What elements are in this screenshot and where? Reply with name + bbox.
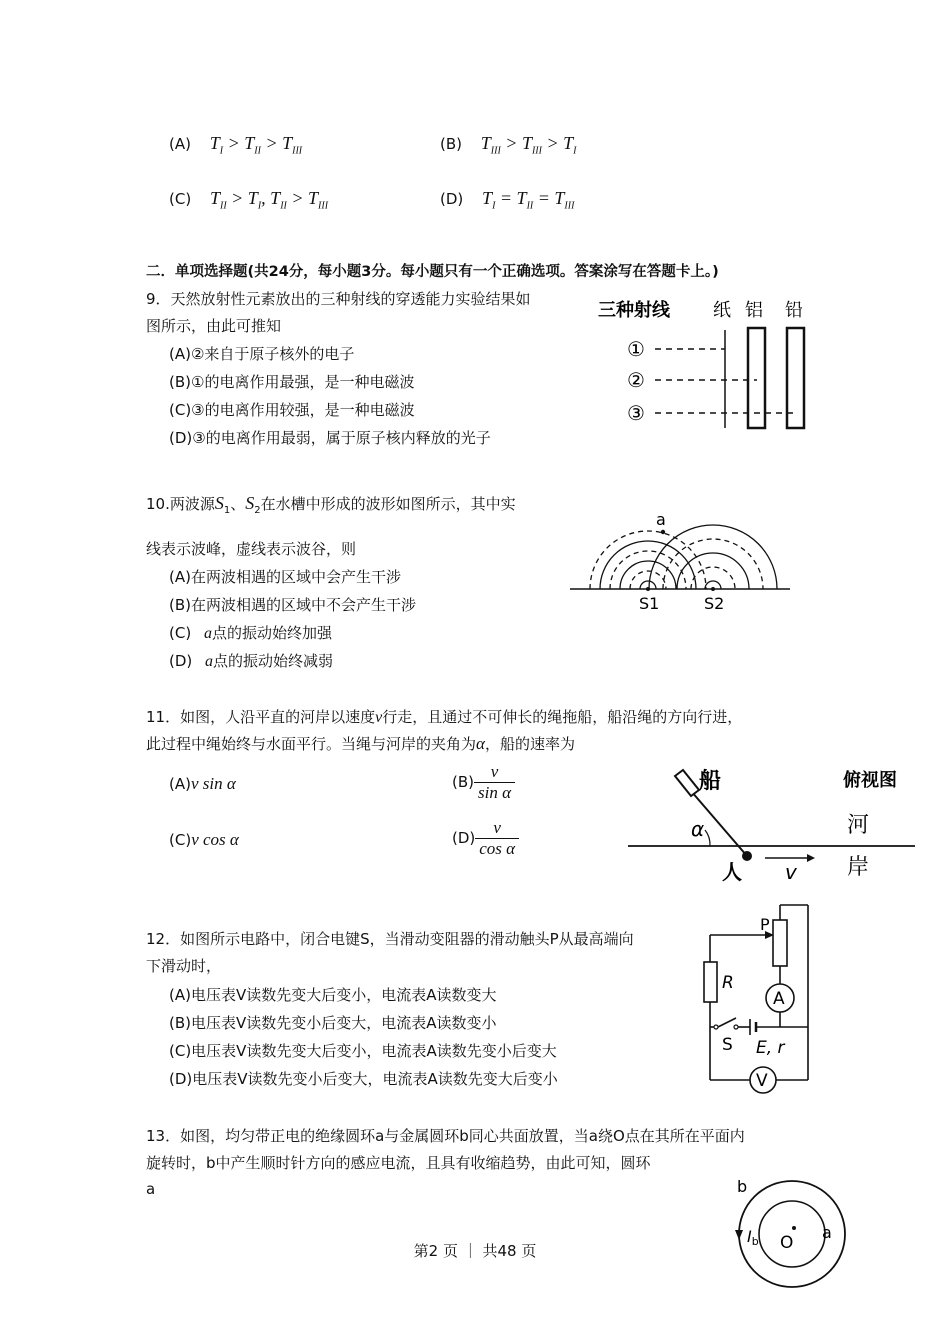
switch-label: S [722, 1035, 733, 1055]
q11-stem-line2 [146, 733, 575, 754]
ray-3-label: ③ [627, 401, 645, 425]
voltmeter-label: V [756, 1071, 768, 1091]
river-boat-figure [625, 762, 920, 887]
stem-text: ，船的速率为 [484, 735, 575, 753]
rheostat [773, 920, 787, 966]
q11-option-d [452, 818, 519, 859]
option-label: (A) [169, 135, 191, 153]
point-var: a [205, 653, 214, 670]
bank-label: 岸 [847, 855, 870, 880]
center-label: O [780, 1233, 794, 1253]
q12-stem-line2: 下滑动时， [146, 957, 222, 975]
option-label: (D) [440, 190, 464, 208]
q10-stem-line2: 线表示波峰，虚线表示波谷，则 [146, 540, 357, 558]
q8-option-c [169, 188, 328, 212]
ray-1-label: ① [627, 337, 645, 361]
q11-stem-line1 [146, 706, 742, 727]
q12-option-a: (A)电压表V读数先变大后变小，电流表A读数变大 [169, 986, 497, 1004]
angle-arc [705, 830, 710, 846]
q11-option-c [169, 830, 239, 850]
q12-option-c: (C)电压表V读数先变大后变小，电流表A读数先变小后变大 [169, 1042, 557, 1060]
math-expression: $T_{II} > T_I$, $T_{II} > T_{III}$ [209, 188, 329, 212]
separator: 、 [230, 495, 246, 513]
resistor-label: R [722, 973, 734, 993]
q13-stem-line3: a [146, 1180, 156, 1198]
q8-option-d [440, 188, 574, 212]
q10-option-d [169, 650, 333, 671]
center-dot [792, 1226, 796, 1230]
speed-var: v [375, 709, 383, 726]
boat-label: 船 [699, 769, 722, 794]
arrow-head [807, 854, 815, 862]
angle-label: α [691, 817, 705, 841]
option-label: (C) [169, 624, 192, 642]
option-label: (C) [169, 190, 192, 208]
s1-label: S1 [639, 594, 660, 613]
q10-option-c [169, 622, 332, 643]
switch-s [718, 1018, 736, 1027]
q8-option-a [169, 133, 302, 157]
option-label: (B) [452, 773, 474, 791]
s2-label: S2 [704, 594, 725, 613]
math-expression: v sin α [190, 774, 236, 793]
q10-option-a: (A)在两波相遇的区域中会产生干涉 [169, 568, 401, 586]
current-arrow [735, 1230, 743, 1240]
q12-option-d: (D)电压表V读数先变小后变大，电流表A读数先变大后变小 [169, 1070, 558, 1088]
figure-title: 三种射线 [598, 300, 670, 321]
ray-2-label: ② [627, 368, 645, 392]
resistor-r [704, 962, 717, 1002]
q13-stem-line1: 13．如图，均匀带正电的绝缘圆环a与金属圆环b同心共面放置，当a绕O点在其所在平面内 [146, 1127, 745, 1145]
option-label: (C) [169, 831, 192, 849]
q12-option-b: (B)电压表V读数先变小后变大，电流表A读数变小 [169, 1014, 497, 1032]
q12-stem-line1: 12．如图所示电路中，闭合电键S，当滑动变阻器的滑动触头P从最高端向 [146, 930, 634, 948]
point-a-dot [661, 530, 665, 534]
q9-option-b: (B)①的电离作用最强，是一种电磁波 [169, 373, 415, 391]
point-var: a [203, 625, 212, 642]
ring-b-label: b [737, 1177, 748, 1196]
q10-stem-line1 [146, 493, 516, 516]
option-label: (B) [440, 135, 462, 153]
angle-var: α [476, 734, 485, 753]
q9-option-a: (A)②来自于原子核外的电子 [169, 345, 355, 363]
q9-stem-line1: 9．天然放射性元素放出的三种射线的穿透能力实验结果如 [146, 290, 531, 308]
s2-var: S [245, 493, 255, 513]
q10-option-b: (B)在两波相遇的区域中不会产生干涉 [169, 596, 416, 614]
stem-text: 11．如图，人沿平直的河岸以速度 [146, 708, 376, 726]
math-expression: $T_{III} > T_{III} > T_I$ [480, 133, 577, 157]
speed-label: v [785, 860, 797, 884]
s2-source-dot [711, 587, 715, 591]
s2-sub: 2 [254, 505, 261, 516]
option-label: (D) [452, 829, 476, 847]
stem-text: 10.两波源 [146, 495, 215, 513]
paper-label: 纸 [713, 300, 731, 321]
circuit-diagram [700, 900, 830, 1095]
option-label: (A) [169, 775, 191, 793]
stem-text: 行走，且通过不可伸长的绳拖船，船沿绳的方向行进， [382, 708, 743, 726]
option-label: (D) [169, 652, 193, 670]
math-expression: v cos α [191, 830, 239, 849]
s1-var: S [214, 493, 224, 513]
s1-source-dot [646, 587, 650, 591]
fraction: $\frac{v}{\text{sin α}}$ [474, 762, 515, 803]
slider-label: P [760, 915, 770, 934]
current-label: Ib [747, 1227, 759, 1248]
s1-sub: 1 [223, 505, 231, 516]
person-label: 人 [722, 860, 742, 884]
q9-option-d: (D)③的电离作用最弱，属于原子核内释放的光子 [169, 429, 491, 447]
option-text: 点的振动始终减弱 [213, 652, 334, 670]
q8-option-b [440, 133, 576, 157]
q9-option-c: (C)③的电离作用较强，是一种电磁波 [169, 401, 415, 419]
fraction: $\frac{v}{\text{cos α}}$ [475, 818, 519, 859]
radiation-penetration-figure [595, 290, 825, 440]
math-expression: $T_I = T_{II} = T_{III}$ [482, 188, 575, 212]
q11-option-a [169, 774, 236, 794]
aluminum-label: 铝 [745, 300, 763, 321]
person-dot [742, 851, 752, 861]
wave-interference-figure [565, 505, 795, 617]
ring-a-label: a [822, 1223, 832, 1242]
lead-label: 铅 [785, 300, 803, 321]
ammeter-label: A [773, 989, 785, 1009]
emf-label: E, r [756, 1038, 785, 1058]
river-label: 河 [847, 813, 870, 838]
option-text: 点的振动始终加强 [211, 624, 332, 642]
q13-stem-line2: 旋转时，b中产生顺时针方向的感应电流，且具有收缩趋势，由此可知，圆环 [146, 1154, 651, 1172]
math-expression: $T_I > T_{II} > T_{III}$ [209, 133, 303, 157]
point-a-label: a [656, 510, 666, 529]
view-label: 俯视图 [843, 770, 897, 791]
q9-stem-line2: 图所示，由此可推知 [146, 317, 282, 335]
stem-text: 在水槽中形成的波形如图所示，其中实 [260, 495, 516, 513]
section-title: 二．单项选择题(共24分，每小题3分。每小题只有一个正确选项。答案涂写在答题卡上。) [146, 264, 719, 280]
q11-option-b [452, 762, 515, 803]
stem-text: 此过程中绳始终与水面平行。当绳与河岸的夹角为 [146, 735, 477, 753]
concentric-rings-figure [730, 1170, 850, 1290]
page-footer: 第2 页 ｜ 共48 页 [413, 1242, 537, 1260]
boat-icon [675, 770, 699, 796]
